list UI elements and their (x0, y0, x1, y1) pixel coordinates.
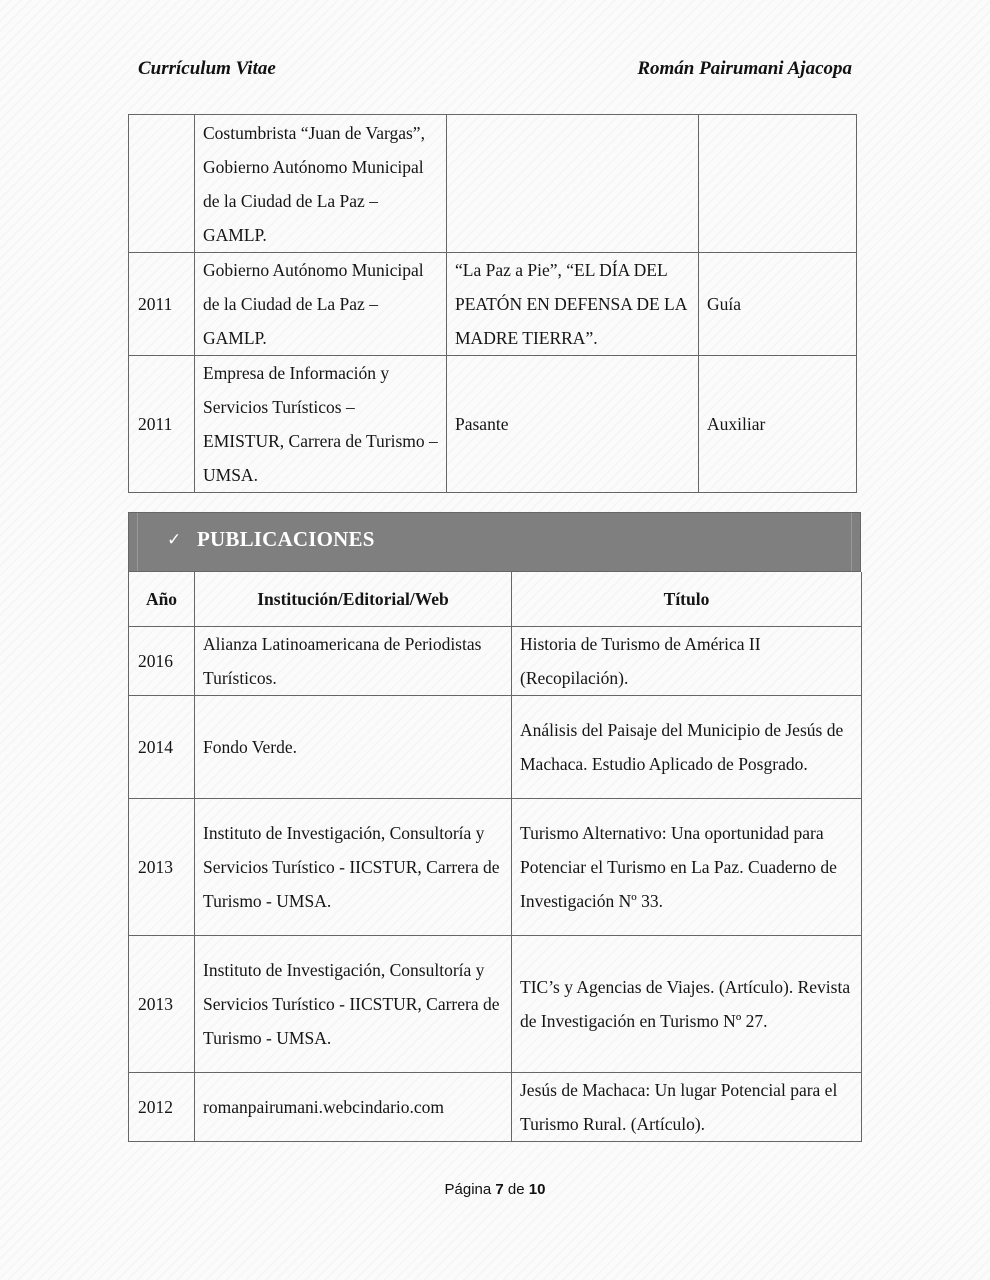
institution-cell: Empresa de Información y Servicios Turísticos – EMISTUR, Carrera de Turismo – UMSA. (195, 356, 447, 493)
total-pages-number: 10 (528, 1181, 546, 1198)
activity-cell: Pasante (447, 356, 699, 493)
title-cell: Análisis del Paisaje del Municipio de Jesús de Machaca. Estudio Aplicado de Posgrado. (512, 696, 862, 799)
institution-cell: Alianza Latinoamericana de Periodistas Turísticos. (195, 627, 512, 696)
column-header-year: Año (129, 572, 195, 627)
table-row (129, 356, 857, 493)
experience-table (128, 114, 857, 493)
year-cell: 2011 (129, 356, 195, 493)
header-title: Currículum Vitae (138, 58, 276, 79)
institution-cell: Instituto de Investigación, Consultoría y Servicios Turístico - IICSTUR, Carrera de Turismo - UMSA. (195, 799, 512, 936)
page-word: Página (444, 1181, 492, 1198)
publications-table (128, 572, 862, 1142)
table-row (129, 253, 857, 356)
table-row (129, 696, 862, 799)
of-word: de (507, 1181, 525, 1198)
column-header-title: Título (512, 572, 862, 627)
section-header (128, 512, 861, 572)
activity-cell (447, 115, 699, 253)
title-cell: TIC’s y Agencias de Viajes. (Artículo). Revista de Investigación en Turismo Nº 27. (512, 936, 862, 1073)
column-header-institution: Institución/Editorial/Web (195, 572, 512, 627)
table-header-row (129, 572, 862, 627)
year-cell: 2011 (129, 253, 195, 356)
table-row (129, 1073, 862, 1142)
table-row (129, 799, 862, 936)
header-author: Román Pairumani Ajacopa (637, 58, 852, 79)
institution-cell: romanpairumani.webcindario.com (195, 1073, 512, 1142)
year-cell: 2012 (129, 1073, 195, 1142)
year-cell: 2016 (129, 627, 195, 696)
role-cell: Guía (699, 253, 857, 356)
year-cell: 2013 (129, 799, 195, 936)
role-cell: Auxiliar (699, 356, 857, 493)
table-row (129, 627, 862, 696)
publications-section (128, 512, 861, 1142)
section-title: PUBLICACIONES (197, 527, 375, 551)
year-cell (129, 115, 195, 253)
institution-cell: Instituto de Investigación, Consultoría y Servicios Turístico - IICSTUR, Carrera de Turismo - UMSA. (195, 936, 512, 1073)
table-row (129, 936, 862, 1073)
year-cell: 2014 (129, 696, 195, 799)
table-row (129, 115, 857, 253)
current-page-number: 7 (495, 1181, 504, 1198)
institution-cell: Fondo Verde. (195, 696, 512, 799)
page-footer (0, 1181, 990, 1198)
role-cell (699, 115, 857, 253)
title-cell: Historia de Turismo de América II (Recopilación). (512, 627, 862, 696)
activity-cell: “La Paz a Pie”, “EL DÍA DEL PEATÓN EN DEFENSA DE LA MADRE TIERRA”. (447, 253, 699, 356)
title-cell: Jesús de Machaca: Un lugar Potencial para el Turismo Rural. (Artículo). (512, 1073, 862, 1142)
title-cell: Turismo Alternativo: Una oportunidad para Potenciar el Turismo en La Paz. Cuaderno de Investigación Nº 33. (512, 799, 862, 936)
institution-cell: Costumbrista “Juan de Vargas”, Gobierno Autónomo Municipal de la Ciudad de La Paz – GAMLP. (195, 115, 447, 253)
checkmark-icon: ✓ (167, 530, 182, 550)
year-cell: 2013 (129, 936, 195, 1073)
institution-cell: Gobierno Autónomo Municipal de la Ciudad de La Paz –GAMLP. (195, 253, 447, 356)
